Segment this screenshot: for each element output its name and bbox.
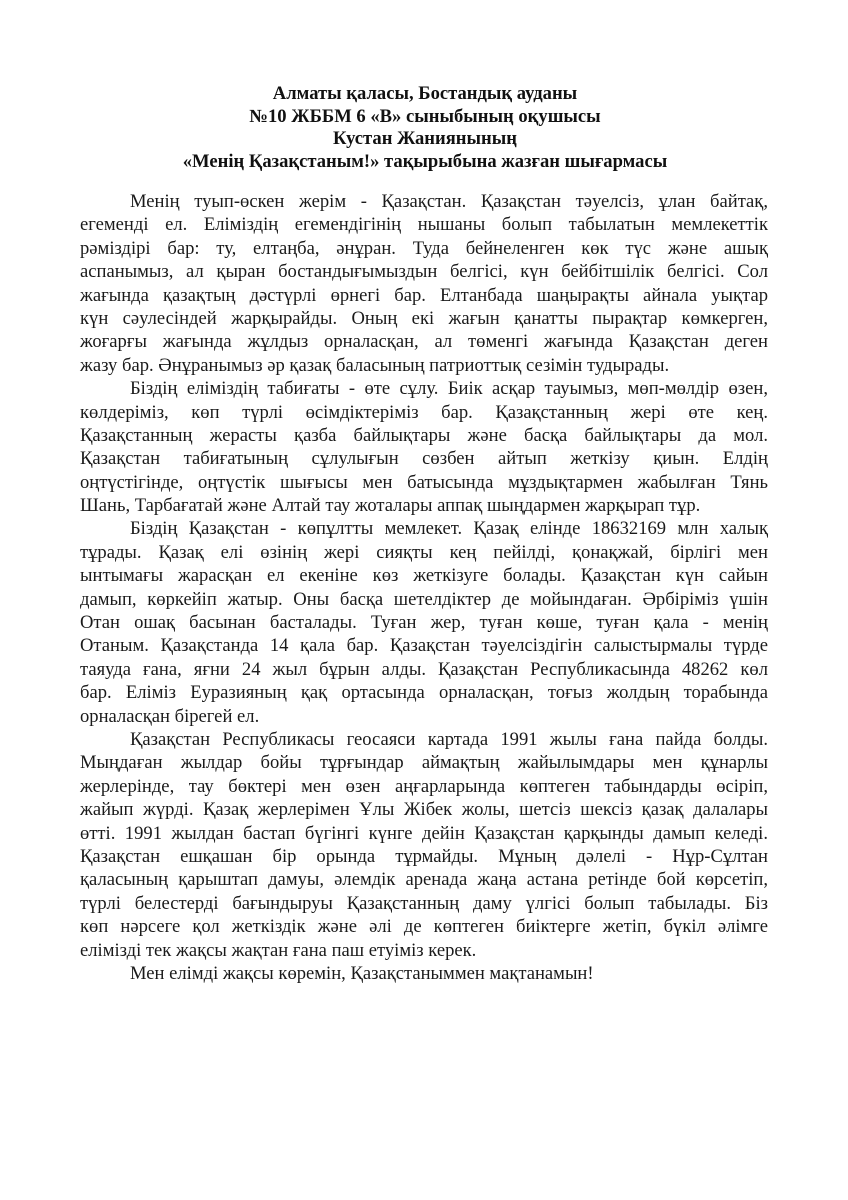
essay-paragraph (80, 190, 768, 377)
paragraph-line: Қазақстан Республикасы геосаяси картада 1991 жылы ғана пайда болды. (130, 728, 768, 750)
paragraph-line: Біздің еліміздің табиғаты - өте сұлу. Биік асқар тауымыз, мөп-мөлдір өзен, (130, 378, 768, 400)
paragraph-line: өтті. 1991 жылдан бастап бүгінгі күнге дейін Қазақстан қарқынды дамып келеді. (80, 822, 768, 844)
paragraph-line: жерлерінде, тау бөктері мен өзен аңғарларында көптеген табындарды өсіріп, (80, 775, 768, 797)
paragraph-line: Мыңдаған жылдар бойы тұрғындар аймақтың жайылымдары мен құнарлы (80, 752, 768, 774)
essay-body (80, 190, 768, 985)
paragraph-line: аспанымыз, ал қыран бостандығымыздын белгісі, күн бейбітшілік белгісі. Сол (80, 261, 768, 283)
header-line-school-district: Алматы қаласы, Бостандық ауданы (272, 83, 578, 104)
paragraph-line: Менің туып-өскен жерім - Қазақстан. Қазақстан тәуелсіз, ұлан байтақ, (130, 191, 768, 212)
paragraph-line: түрлі белестерді бағындыруы Қазақстанның даму үлгісі болып табылады. Біз (80, 892, 768, 914)
paragraph-line: орналасқан бірегей ел. (80, 705, 260, 727)
paragraph-line: рәміздірі бар: ту, елтаңба, әнұран. Туда бейнеленген көк түс және ашық (80, 237, 768, 259)
essay-header (80, 83, 770, 173)
paragraph-line: Қазақстан табиғатының сұлулығын сөзбен айтып жеткізу қиын. Елдің (80, 448, 768, 470)
paragraph-line: ынтымағы жарасқан ел екеніне көз жеткізуге болады. Қазақстан күн сайын (80, 565, 768, 587)
paragraph-line: Қазақстанның жерасты қазба байлықтары және басқа байлықтары да мол. (80, 424, 768, 446)
paragraph-line: Отаным. Қазақстанда 14 қала бар. Қазақстан тәуелсіздігін салыстырмалы түрде (80, 635, 768, 657)
paragraph-line: көлдеріміз, көп түрлі өсімдіктеріміз бар. Қазақстанның жері өте кең. (80, 401, 768, 423)
paragraph-line: күн сәулесіндей жарқырайды. Оның екі жағын қанатты пырақтар көмкерген, (80, 307, 768, 329)
paragraph-line: жазу бар. Әнұранымыз әр қазақ баласының патриоттық сезімін тудырады. (80, 354, 670, 376)
paragraph-line: егеменді ел. Еліміздің егемендігінің нышаны болып табылатын мемлекеттік (80, 214, 768, 236)
header-line-class: №10 ЖББМ 6 «В» сыныбының оқушысы (249, 105, 601, 127)
paragraph-line: жоғарғы жағында жұлдыз орналасқан, ал төменгі жағында Қазақстан деген (80, 331, 768, 353)
paragraph-line: жағында қазақтың дәстүрлі өрнегі бар. Елтанбада шаңырақты айнала уықтар (80, 284, 768, 306)
paragraph-line: Қазақстан ешқашан бір орында тұрмайды. Мұның дәлелі - Нұр-Сұлтан (80, 845, 768, 867)
paragraph-line: дамып, көркейіп жатыр. Оны басқа шетелдіктер де мойындаған. Әрбіріміз үшін (80, 588, 768, 610)
paragraph-line: оңтүстігінде, оңтүстік шығысы мен батысында мұздықтармен жабылған Тянь (80, 471, 768, 493)
paragraph-line: Мен елімді жақсы көремін, Қазақстаныммен мақтанамын! (130, 962, 594, 984)
paragraph-line: бар. Еліміз Еуразияның қақ ортасында орналасқан, тоғыз жолдың торабында (80, 682, 768, 704)
paragraph-line: Біздің Қазақстан - көпұлтты мемлекет. Қазақ елінде 18632169 млн халық (130, 518, 768, 540)
paragraph-line: елімізді тек жақсы жақтан ғана паш етуіміз керек. (80, 939, 477, 961)
header-line-author: Кустан Жаниянының (333, 128, 517, 150)
essay-paragraph (80, 728, 768, 962)
paragraph-line: Отан ошақ басынан басталады. Туған жер, туған көше, туған қала - менің (80, 612, 768, 634)
essay-paragraph (80, 962, 768, 985)
paragraph-line: жайып жүрді. Қазақ жерлерімен Ұлы Жібек жолы, шетсіз шексіз қазақ далалары (80, 799, 768, 821)
paragraph-line: Шань, Тарбағатай және Алтай тау жоталары аппақ шыңдармен жарқырап тұр. (80, 495, 701, 517)
paragraph-line: тұрады. Қазақ елі өзінің жері сияқты кең пейілді, қонақжай, бірлігі мен (80, 541, 768, 563)
essay-paragraph (80, 517, 768, 728)
header-line-title: «Менің Қазақстаным!» тақырыбына жазған шығармасы (182, 150, 668, 172)
paragraph-line: таяуда ғана, яғни 24 жыл бұрын алды. Қазақстан Республикасында 48262 көл (80, 658, 768, 680)
paragraph-line: қаласының қарыштап дамуы, әлемдік аренада жаңа астана ретінде бой көрсетіп, (80, 869, 768, 891)
paragraph-line: көп нәрсеге қол жеткіздік және әлі де көптеген биіктерге жетіп, бүкіл әлімге (80, 916, 768, 938)
essay-paragraph (80, 377, 768, 517)
